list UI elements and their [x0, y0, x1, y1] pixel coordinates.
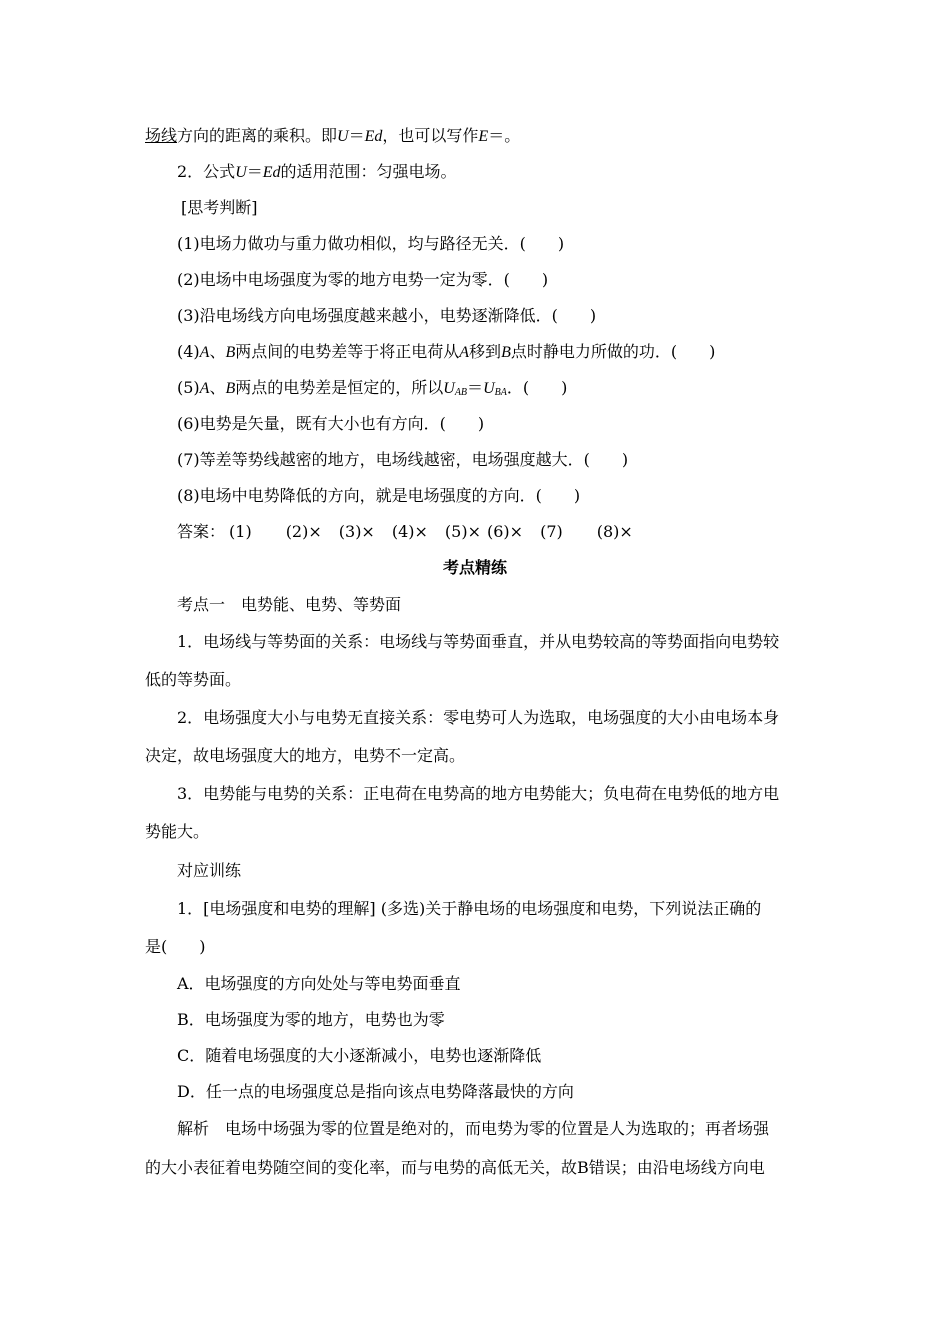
- judge-item-2: (2)电场中电场强度为零的地方电势一定为零．( ): [177, 270, 549, 289]
- section-title: 考点精练: [442, 558, 507, 577]
- intro-line-2: 2．公式U＝Ed的适用范围：匀强电场。: [177, 162, 457, 181]
- answer-1: (1): [229, 522, 252, 541]
- point-2-line-1: 2．电场强度大小与电势无直接关系：零电势可人为选取，电场强度的大小由电场本身: [177, 708, 780, 727]
- option-b: B．电场强度为零的地方，电势也为零: [177, 1010, 445, 1029]
- analysis-line-1: 解析 电场中场强为零的位置是绝对的，而电势为零的位置是人为选取的；再者场强: [177, 1119, 770, 1138]
- judge-item-4: (4)A、B两点间的电势差等于将正电荷从A移到B点时静电力所做的功．( ): [177, 342, 716, 361]
- topic-heading: 考点一 电势能、电势、等势面: [177, 595, 402, 614]
- answer-7: (7): [540, 522, 563, 541]
- answer-4: (4)×: [391, 522, 428, 541]
- point-1-line-1: 1．电场线与等势面的关系：电场线与等势面垂直，并从电势较高的等势面指向电势较: [177, 632, 780, 651]
- point-1-line-2: 低的等势面。: [145, 670, 242, 689]
- question-1-line-2: 是( ): [145, 937, 206, 956]
- point-3-line-2: 势能大。: [145, 822, 210, 841]
- question-1-line-1: 1．[电场强度和电势的理解] (多选)关于静电场的电场强度和电势，下列说法正确的: [177, 899, 762, 918]
- answers-line: [177, 522, 633, 542]
- answer-5: (5)×: [444, 522, 481, 541]
- underlined-term: 场线: [145, 126, 178, 145]
- answer-2: (2)×: [285, 522, 322, 541]
- intro-line-1: 场线方向的距离的乘积。即U＝Ed，也可以写作E＝。: [145, 126, 521, 145]
- option-c: C．随着电场强度的大小逐渐减小，电势也逐渐降低: [177, 1046, 542, 1065]
- answer-6: (6)×: [487, 522, 524, 541]
- training-heading: 对应训练: [177, 861, 242, 880]
- judge-heading: [思考判断]: [181, 198, 258, 217]
- judge-item-1: (1)电场力做功与重力做功相似，均与路径无关．( ): [177, 234, 565, 253]
- option-d: D．任一点的电场强度总是指向该点电势降落最快的方向: [177, 1082, 574, 1101]
- option-a: A．电场强度的方向处处与等电势面垂直: [177, 974, 461, 993]
- judge-item-7: (7)等差等势线越密的地方，电场线越密，电场强度越大．( ): [177, 450, 629, 469]
- point-2-line-2: 决定，故电场强度大的地方，电势不一定高。: [145, 746, 466, 765]
- judge-item-8: (8)电场中电势降低的方向，就是电场强度的方向．( ): [177, 486, 581, 505]
- judge-item-3: (3)沿电场线方向电场强度越来越小，电势逐渐降低．( ): [177, 306, 597, 325]
- judge-item-6: (6)电势是矢量，既有大小也有方向．( ): [177, 414, 485, 433]
- answer-3: (3)×: [338, 522, 375, 541]
- point-3-line-1: 3．电势能与电势的关系：正电荷在电势高的地方电势能大；负电荷在电势低的地方电: [177, 784, 780, 803]
- analysis-line-2: 的大小表征着电势随空间的变化率，而与电势的高低无关，故B错误；由沿电场线方向电: [145, 1158, 765, 1177]
- judge-item-5: (5)A、B两点的电势差是恒定的，所以$U_{AB}=U_{BA}$．( ): [177, 378, 568, 398]
- answers-label: 答案：: [177, 522, 226, 541]
- answer-8: (8)×: [596, 522, 633, 541]
